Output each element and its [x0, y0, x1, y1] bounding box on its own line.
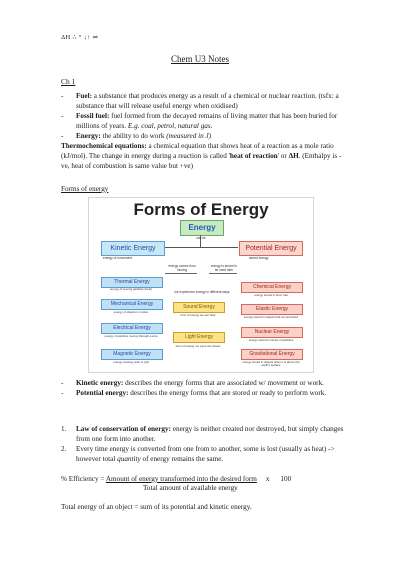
- term-potential: Potential energy:: [76, 389, 129, 397]
- thermochemical-paragraph: [61, 141, 346, 171]
- light-energy-caption: form of energy our eyes can detect: [175, 344, 221, 348]
- arrow-right: [209, 273, 237, 274]
- electrical-energy-box: Electrical Energy: [101, 323, 163, 334]
- diagram-title: Forms of Energy: [133, 200, 269, 219]
- definition-text: a substance that produces energy as a result of a chemical or nuclear reaction. (tsfx: a substance that will release useful energy when oxidised): [76, 92, 339, 110]
- forms-of-energy-diagram: [88, 197, 314, 373]
- kinetic-sub-label: energy of movement: [103, 256, 133, 260]
- thermal-energy-box: Thermal Energy: [101, 277, 163, 288]
- page-title: Chem U3 Notes: [171, 54, 229, 64]
- mechanical-energy-box: Mechanical Energy: [101, 299, 163, 310]
- law-text: energy is neither created nor destroyed, but simply changes from one form into another.: [76, 425, 344, 443]
- term-thermochemical: Thermochemical equations:: [61, 142, 147, 150]
- chapter-heading: Ch 1: [61, 77, 76, 86]
- gravitational-energy-box: Gravitational Energy: [241, 349, 303, 360]
- definition-text: the ability to do work: [100, 132, 167, 140]
- efficiency-prefix: % Efficiency =: [61, 475, 106, 483]
- definition-fossil-fuel: [61, 111, 344, 131]
- chemical-energy-box: Chemical Energy: [241, 282, 303, 293]
- potential-definition: [61, 388, 346, 398]
- sound-energy-box: Sound Energy: [173, 302, 225, 313]
- energy-box: Energy: [180, 220, 224, 236]
- light-energy-box: Light Energy: [173, 332, 225, 343]
- definition-example: E.g. coal, petrol, natural gas.: [127, 122, 213, 130]
- arrow-left: [165, 273, 197, 274]
- term-fuel: Fuel:: [76, 92, 92, 100]
- thermal-energy-caption: energy of moving particles (heat): [109, 287, 153, 291]
- paragraph-text: ' or: [277, 152, 289, 160]
- definition-text: describes the energy forms that are associated w/ movement or work.: [123, 379, 324, 387]
- definition-unit: (measured in J): [166, 132, 212, 140]
- gravitational-energy-caption: energy stored in objects when it is above the earth's surface: [242, 360, 300, 368]
- total-energy-statement: Total energy of an object = sum of its potential and kinetic energy.: [61, 503, 252, 511]
- sound-energy-caption: form of energy we can hear: [180, 313, 216, 317]
- elastic-energy-box: Elastic Energy: [241, 304, 303, 315]
- definition-fuel: [61, 91, 344, 111]
- hundred-value: 100: [280, 475, 292, 483]
- electrical-energy-caption: energy of particles moving through a wire: [104, 334, 158, 338]
- kinetic-energy-box: Kinetic Energy: [101, 241, 165, 256]
- efficiency-denominator: Total amount of available energy: [143, 484, 238, 492]
- term-conservation: Law of conservation of energy:: [76, 425, 172, 433]
- law-item: [61, 444, 346, 464]
- law-emphasis: quantity: [117, 455, 141, 463]
- delta-h: ΔH: [288, 152, 299, 160]
- potential-energy-box: Potential Energy: [239, 241, 303, 256]
- elastic-energy-caption: energy stored in objects that are stretched: [244, 315, 298, 319]
- definition-energy: [61, 131, 344, 141]
- term-fossil-fuel: Fossil fuel:: [76, 112, 110, 120]
- energy-types-list: [61, 378, 346, 398]
- times-symbol: x: [265, 475, 270, 483]
- definition-text: describes the energy forms that are stored or ready to perform work.: [128, 389, 327, 397]
- kinetic-definition: [61, 378, 346, 388]
- law-text: Every time energy is converted from one from to another, some is lost (usually as heat) -> however total: [76, 445, 335, 463]
- symbol-row: ΔH ∴ ° ↓↑ ⇌: [61, 34, 99, 41]
- potential-sub-label: stored energy: [249, 256, 269, 260]
- term-energy: Energy:: [76, 132, 101, 140]
- chemical-energy-caption: energy stored in food, fuel: [254, 293, 288, 297]
- can-be-label: can be: [196, 236, 206, 240]
- comes-from-label: energy comes from moving: [168, 264, 196, 272]
- nuclear-energy-box: Nuclear Energy: [241, 327, 303, 338]
- paragraph-text: . (Enthalpy is -ve, heat of combustion is same value but +ve): [61, 152, 342, 170]
- nuclear-energy-caption: energy stored in centre of particles: [248, 338, 294, 342]
- efficiency-numerator: Amount of energy transformed into the desired form: [105, 475, 257, 483]
- term-kinetic: Kinetic energy:: [76, 379, 124, 387]
- experience-label: we experience energy in different ways: [174, 290, 230, 294]
- magnetic-energy-box: Magnetic Energy: [101, 349, 163, 360]
- laws-list: [61, 424, 346, 464]
- connector-line: [164, 247, 238, 248]
- mechanical-energy-caption: energy of objects in motion: [113, 310, 149, 314]
- stored-to-use-label: energy is stored to be used later: [210, 264, 238, 272]
- magnetic-energy-caption: energy causing push or pull: [113, 360, 149, 364]
- definition-text: fuel formed from the decayed remains of living matter that has been buried for millions of years.: [76, 112, 338, 130]
- definitions-list: [61, 91, 344, 141]
- law-text: of energy remains the same.: [140, 455, 224, 463]
- law-number: 1.: [61, 425, 67, 433]
- paragraph-text: a chemical equation that shows heat of a reaction as a mole ratio (kJ/mol). The change in energy during a reaction is called ': [61, 142, 334, 160]
- heat-of-reaction: heat of reaction: [229, 152, 278, 160]
- forms-of-energy-heading: Forms of energy: [61, 185, 109, 193]
- law-number: 2.: [61, 445, 67, 453]
- law-item: [61, 424, 346, 444]
